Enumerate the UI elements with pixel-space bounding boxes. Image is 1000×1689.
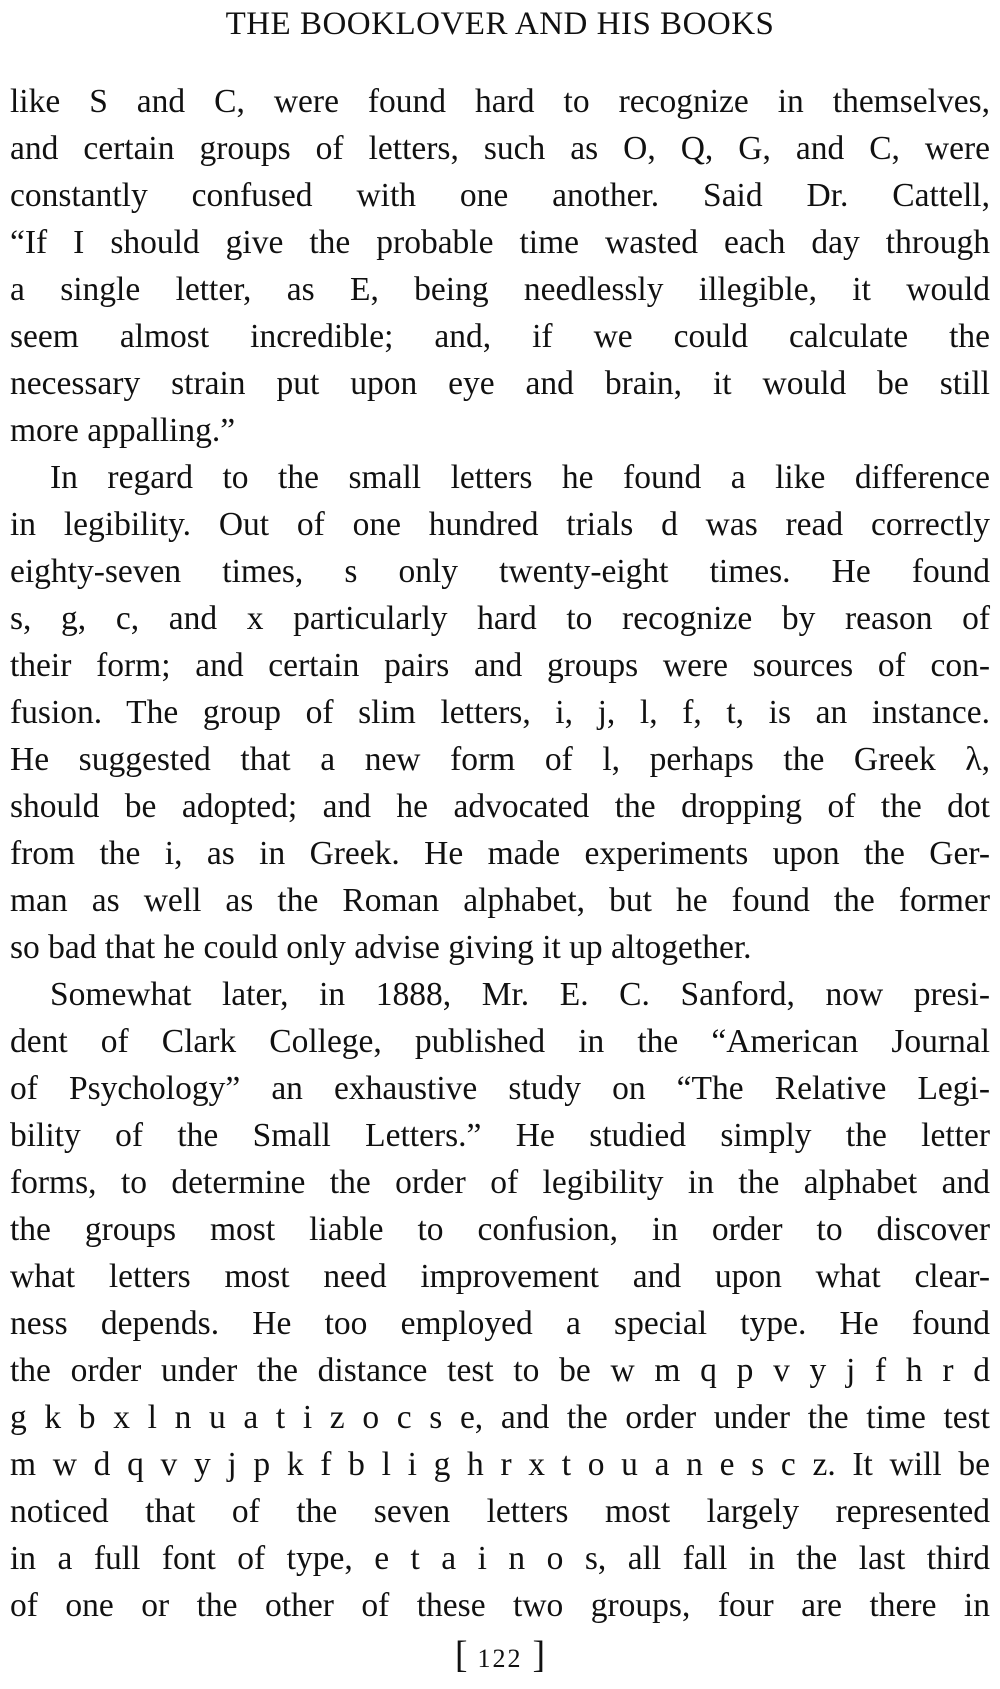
text-line: what letters most need improvement and upon what clear- [10, 1258, 990, 1295]
text-line: more appalling.” [10, 412, 236, 449]
text-line: the groups most liable to confusion, in order to discover [10, 1211, 990, 1248]
folio-open-bracket: [ [454, 1634, 468, 1676]
text-line: the order under the distance test to be w m q p v y j f h r d [10, 1352, 990, 1389]
text-line: g k b x l n u a t i z o c s e, and the order under the time test [10, 1399, 990, 1436]
text-line: eighty-seven times, s only twenty-eight times. He found [10, 553, 990, 590]
page-number [0, 1633, 1000, 1681]
text-line: and certain groups of letters, such as O, Q, G, and C, were [10, 130, 990, 167]
text-line: s, g, c, and x particularly hard to recognize by reason of [10, 600, 990, 637]
text-line: should be adopted; and he advocated the dropping of the dot [10, 788, 990, 825]
text-line: Somewhat later, in 1888, Mr. E. C. Sanford, now presi- [50, 976, 990, 1013]
text-line: in legibility. Out of one hundred trials d was read correctly [10, 506, 990, 543]
text-line: He suggested that a new form of l, perhaps the Greek λ, [10, 741, 990, 778]
text-line: so bad that he could only advise giving it up altogether. [10, 929, 752, 966]
text-line: their form; and certain pairs and groups were sources of con- [10, 647, 990, 684]
text-line: in a full font of type, e t a i n o s, all fall in the last third [10, 1540, 990, 1577]
text-line: dent of Clark College, published in the “American Journal [10, 1023, 990, 1060]
text-line: a single letter, as E, being needlessly illegible, it would [10, 271, 990, 308]
text-line: man as well as the Roman alphabet, but he found the former [10, 882, 990, 919]
text-line: m w d q v y j p k f b l i g h r x t o u a n e s c z. It will be [10, 1446, 990, 1483]
text-line: “If I should give the probable time wasted each day through [10, 224, 990, 261]
text-line: In regard to the small letters he found a like difference [50, 459, 990, 496]
folio-number: 122 [477, 1644, 523, 1673]
text-line: necessary strain put upon eye and brain, it would be still [10, 365, 990, 402]
text-line: forms, to determine the order of legibility in the alphabet and [10, 1164, 990, 1201]
text-line: bility of the Small Letters.” He studied simply the letter [10, 1117, 990, 1154]
text-line: constantly confused with one another. Said Dr. Cattell, [10, 177, 990, 214]
text-line: like S and C, were found hard to recognize in themselves, [10, 83, 990, 120]
text-line: noticed that of the seven letters most largely represented [10, 1493, 990, 1530]
text-line: seem almost incredible; and, if we could calculate the [10, 318, 990, 355]
body-text [10, 78, 990, 1629]
text-line: ness depends. He too employed a special type. He found [10, 1305, 990, 1342]
folio-close-bracket: ] [532, 1634, 546, 1676]
text-line: of Psychology” an exhaustive study on “The Relative Legi- [10, 1070, 990, 1107]
text-line: of one or the other of these two groups, four are there in [10, 1587, 990, 1624]
text-line: from the i, as in Greek. He made experiments upon the Ger- [10, 835, 990, 872]
running-head: THE BOOKLOVER AND HIS BOOKS [225, 6, 775, 42]
text-line: fusion. The group of slim letters, i, j, l, f, t, is an instance. [10, 694, 990, 731]
